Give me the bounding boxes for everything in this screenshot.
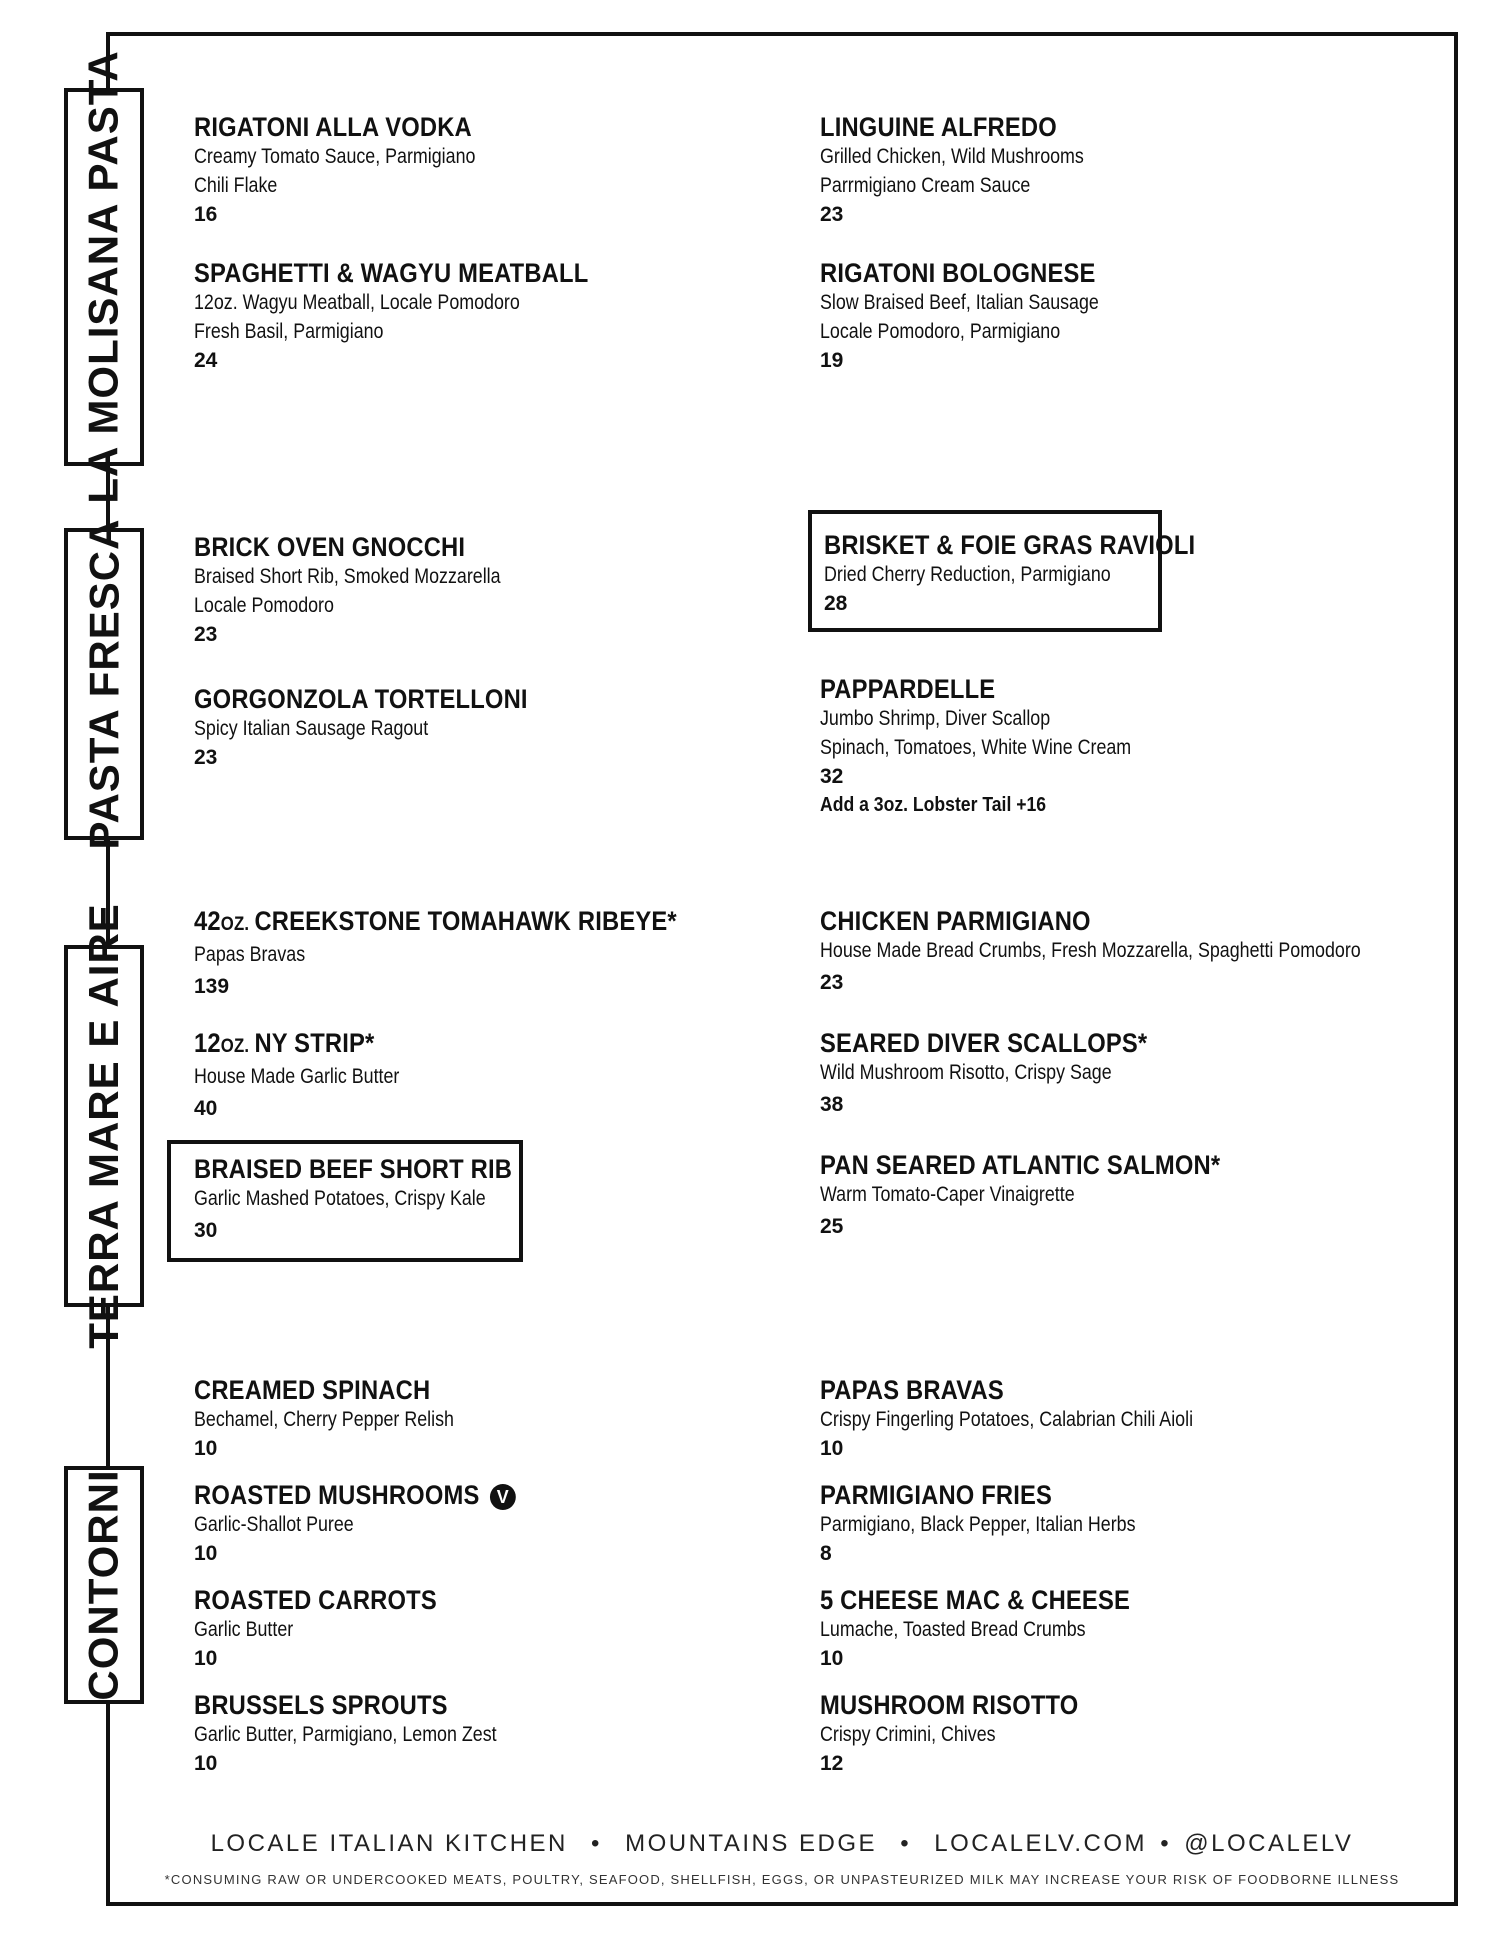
item-name: BRUSSELS SPROUTS xyxy=(194,1690,448,1720)
item-price: 12 xyxy=(820,1752,844,1775)
menu-item-roasted-carrots xyxy=(194,1585,470,1673)
menu-item-creamed-spinach xyxy=(194,1375,500,1463)
menu-item-parmigiano-fries xyxy=(820,1480,1191,1568)
menu-item-rigatoni-alla-vodka xyxy=(194,112,525,229)
item-weight-unit: OZ. xyxy=(220,1036,250,1057)
section-title: CONTORNI xyxy=(80,1469,128,1701)
item-name: MUSHROOM RISOTTO xyxy=(820,1690,1079,1720)
section-tab-pasta-fresca xyxy=(64,518,144,850)
item-weight: 12 xyxy=(194,1028,221,1058)
item-name: SPAGHETTI & WAGYU MEATBALL xyxy=(194,258,589,288)
menu-item-brick-oven-gnocchi xyxy=(194,532,555,649)
footer-contact-line xyxy=(106,1830,1458,1858)
item-name: ROASTED CARROTS xyxy=(194,1585,437,1615)
item-price: 10 xyxy=(194,1647,218,1670)
item-description: House Made Bread Crumbs, Fresh Mozzarella, Spaghetti Pomodoro xyxy=(820,939,1361,962)
item-price: 10 xyxy=(194,1437,218,1460)
item-description: Slow Braised Beef, Italian Sausage xyxy=(820,291,1099,314)
item-description: Wild Mushroom Risotto, Crispy Sage xyxy=(820,1061,1112,1084)
menu-item-braised-beef-short-rib xyxy=(167,1140,523,1262)
item-price: 10 xyxy=(194,1752,218,1775)
item-price: 23 xyxy=(194,746,218,769)
item-description: 12oz. Wagyu Meatball, Locale Pomodoro xyxy=(194,291,520,314)
item-name-text: ROASTED MUSHROOMS xyxy=(194,1480,480,1510)
item-description: Parmigiano, Black Pepper, Italian Herbs xyxy=(820,1513,1136,1536)
item-name: LINGUINE ALFREDO xyxy=(820,112,1057,142)
menu-item-brisket-foie-gras-ravioli xyxy=(808,510,1196,632)
menu-item-mushroom-risotto xyxy=(820,1690,1114,1778)
footer-social-handle[interactable]: @LOCALELV xyxy=(1184,1830,1354,1857)
menu-item-papas-bravas xyxy=(820,1375,1259,1463)
item-name: BRISKET & FOIE GRAS RAVIOLI xyxy=(824,530,1196,560)
item-name: 5 CHEESE MAC & CHEESE xyxy=(820,1585,1131,1615)
item-description: Chili Flake xyxy=(194,174,278,197)
item-price: 23 xyxy=(820,971,844,994)
item-weight-unit: OZ. xyxy=(220,914,250,935)
item-name xyxy=(194,1028,407,1062)
footer-separator: • xyxy=(591,1830,602,1857)
item-description: Braised Short Rib, Smoked Mozzarella xyxy=(194,565,501,588)
item-price: 40 xyxy=(194,1097,218,1120)
item-name: PAPAS BRAVAS xyxy=(820,1375,1004,1405)
section-title: LA MOLISANA PASTA xyxy=(80,50,127,504)
item-price: 24 xyxy=(194,349,218,372)
menu-item-pappardelle xyxy=(820,674,1186,820)
menu-item-rigatoni-bolognese xyxy=(820,258,1148,375)
item-addon: Add a 3oz. Lobster Tail +16 xyxy=(820,794,1047,816)
menu-item-linguine-alfredo xyxy=(820,112,1130,229)
item-price: 139 xyxy=(194,975,230,998)
item-description: Crispy Crimini, Chives xyxy=(820,1723,996,1746)
item-price: 23 xyxy=(194,623,218,646)
item-price: 19 xyxy=(820,349,844,372)
item-name: RIGATONI ALLA VODKA xyxy=(194,112,472,142)
item-description: Spicy Italian Sausage Ragout xyxy=(194,717,429,740)
item-name: CHICKEN PARMIGIANO xyxy=(820,906,1091,936)
item-description: Locale Pomodoro xyxy=(194,594,334,617)
item-description: Grilled Chicken, Wild Mushrooms xyxy=(820,145,1084,168)
item-name-text: CREEKSTONE TOMAHAWK RIBEYE* xyxy=(254,906,677,936)
menu-item-tomahawk-ribeye xyxy=(194,906,743,1001)
menu-item-spaghetti-wagyu-meatball xyxy=(194,258,642,375)
item-name: BRICK OVEN GNOCCHI xyxy=(194,532,466,562)
item-price: 10 xyxy=(820,1647,844,1670)
section-tab-terra-mare-e-aire xyxy=(64,903,144,1349)
item-description: Crispy Fingerling Potatoes, Calabrian Chili Aioli xyxy=(820,1408,1194,1431)
section-tab-contorni xyxy=(64,1466,144,1704)
menu-item-brussels-sprouts xyxy=(194,1690,550,1778)
item-description: House Made Garlic Butter xyxy=(194,1065,400,1088)
item-name: CREAMED SPINACH xyxy=(194,1375,431,1405)
item-description: Parrmigiano Cream Sauce xyxy=(820,174,1031,197)
menu-item-5-cheese-mac xyxy=(820,1585,1172,1673)
item-price: 8 xyxy=(820,1542,832,1565)
item-name: BRAISED BEEF SHORT RIB xyxy=(194,1154,513,1184)
item-name: RIGATONI BOLOGNESE xyxy=(820,258,1096,288)
item-name: PARMIGIANO FRIES xyxy=(820,1480,1053,1510)
item-description: Locale Pomodoro, Parmigiano xyxy=(820,320,1061,343)
item-price: 32 xyxy=(820,765,844,788)
item-description: Papas Bravas xyxy=(194,943,306,966)
item-name-text: NY STRIP* xyxy=(254,1028,375,1058)
item-description: Spinach, Tomatoes, White Wine Cream xyxy=(820,736,1132,759)
item-price: 10 xyxy=(820,1437,844,1460)
item-name xyxy=(194,906,677,940)
item-description: Jumbo Shrimp, Diver Scallop xyxy=(820,707,1051,730)
section-title: TERRA MARE E AIRE xyxy=(80,903,128,1349)
menu-item-seared-diver-scallops xyxy=(820,1028,1192,1119)
item-price: 25 xyxy=(820,1215,844,1238)
item-description: Creamy Tomato Sauce, Parmigiano xyxy=(194,145,476,168)
item-name: PAPPARDELLE xyxy=(820,674,996,704)
item-name: GORGONZOLA TORTELLONI xyxy=(194,684,528,714)
item-price: 16 xyxy=(194,203,218,226)
footer-separator: • xyxy=(900,1830,912,1857)
footer-restaurant-name: LOCALE ITALIAN KITCHEN xyxy=(210,1830,568,1857)
item-description: Lumache, Toasted Bread Crumbs xyxy=(820,1618,1086,1641)
item-price: 38 xyxy=(820,1093,844,1116)
item-price: 28 xyxy=(824,592,848,615)
section-title: PASTA FRESCA xyxy=(80,518,127,850)
footer-disclaimer: *CONSUMING RAW OR UNDERCOOKED MEATS, POULTRY, SEAFOOD, SHELLFISH, EGGS, OR UNPASTEURIZED MILK MAY INCREASE YOUR RISK OF FOODBORNE ILLNESS xyxy=(164,1872,1400,1887)
item-description: Garlic Butter xyxy=(194,1618,294,1641)
item-name: PAN SEARED ATLANTIC SALMON* xyxy=(820,1150,1221,1180)
section-tab-la-molisana-pasta xyxy=(64,50,144,504)
footer-location: MOUNTAINS EDGE xyxy=(625,1830,878,1857)
menu-item-pan-seared-atlantic-salmon xyxy=(820,1150,1275,1241)
item-description: Garlic Butter, Parmigiano, Lemon Zest xyxy=(194,1723,497,1746)
item-description: Fresh Basil, Parmigiano xyxy=(194,320,384,343)
item-description: Bechamel, Cherry Pepper Relish xyxy=(194,1408,454,1431)
item-description: Garlic Mashed Potatoes, Crispy Kale xyxy=(194,1187,486,1210)
vegan-icon: V xyxy=(490,1484,516,1510)
item-description: Dried Cherry Reduction, Parmigiano xyxy=(824,563,1111,586)
item-price: 30 xyxy=(194,1219,218,1242)
item-price: 10 xyxy=(194,1542,218,1565)
menu-item-chicken-parmigiano xyxy=(820,906,1456,997)
item-weight: 42 xyxy=(194,906,221,936)
item-description: Warm Tomato-Caper Vinaigrette xyxy=(820,1183,1075,1206)
item-description: Garlic-Shallot Puree xyxy=(194,1513,354,1536)
menu-item-ny-strip xyxy=(194,1028,436,1123)
item-name xyxy=(194,1480,515,1510)
item-name: SEARED DIVER SCALLOPS* xyxy=(820,1028,1148,1058)
footer-website-link[interactable]: LOCALELV.COM xyxy=(934,1830,1148,1857)
menu-item-gorgonzola-tortelloni xyxy=(194,684,573,772)
menu-item-roasted-mushrooms xyxy=(194,1480,558,1568)
footer-separator: • xyxy=(1160,1830,1172,1857)
item-price: 23 xyxy=(820,203,844,226)
